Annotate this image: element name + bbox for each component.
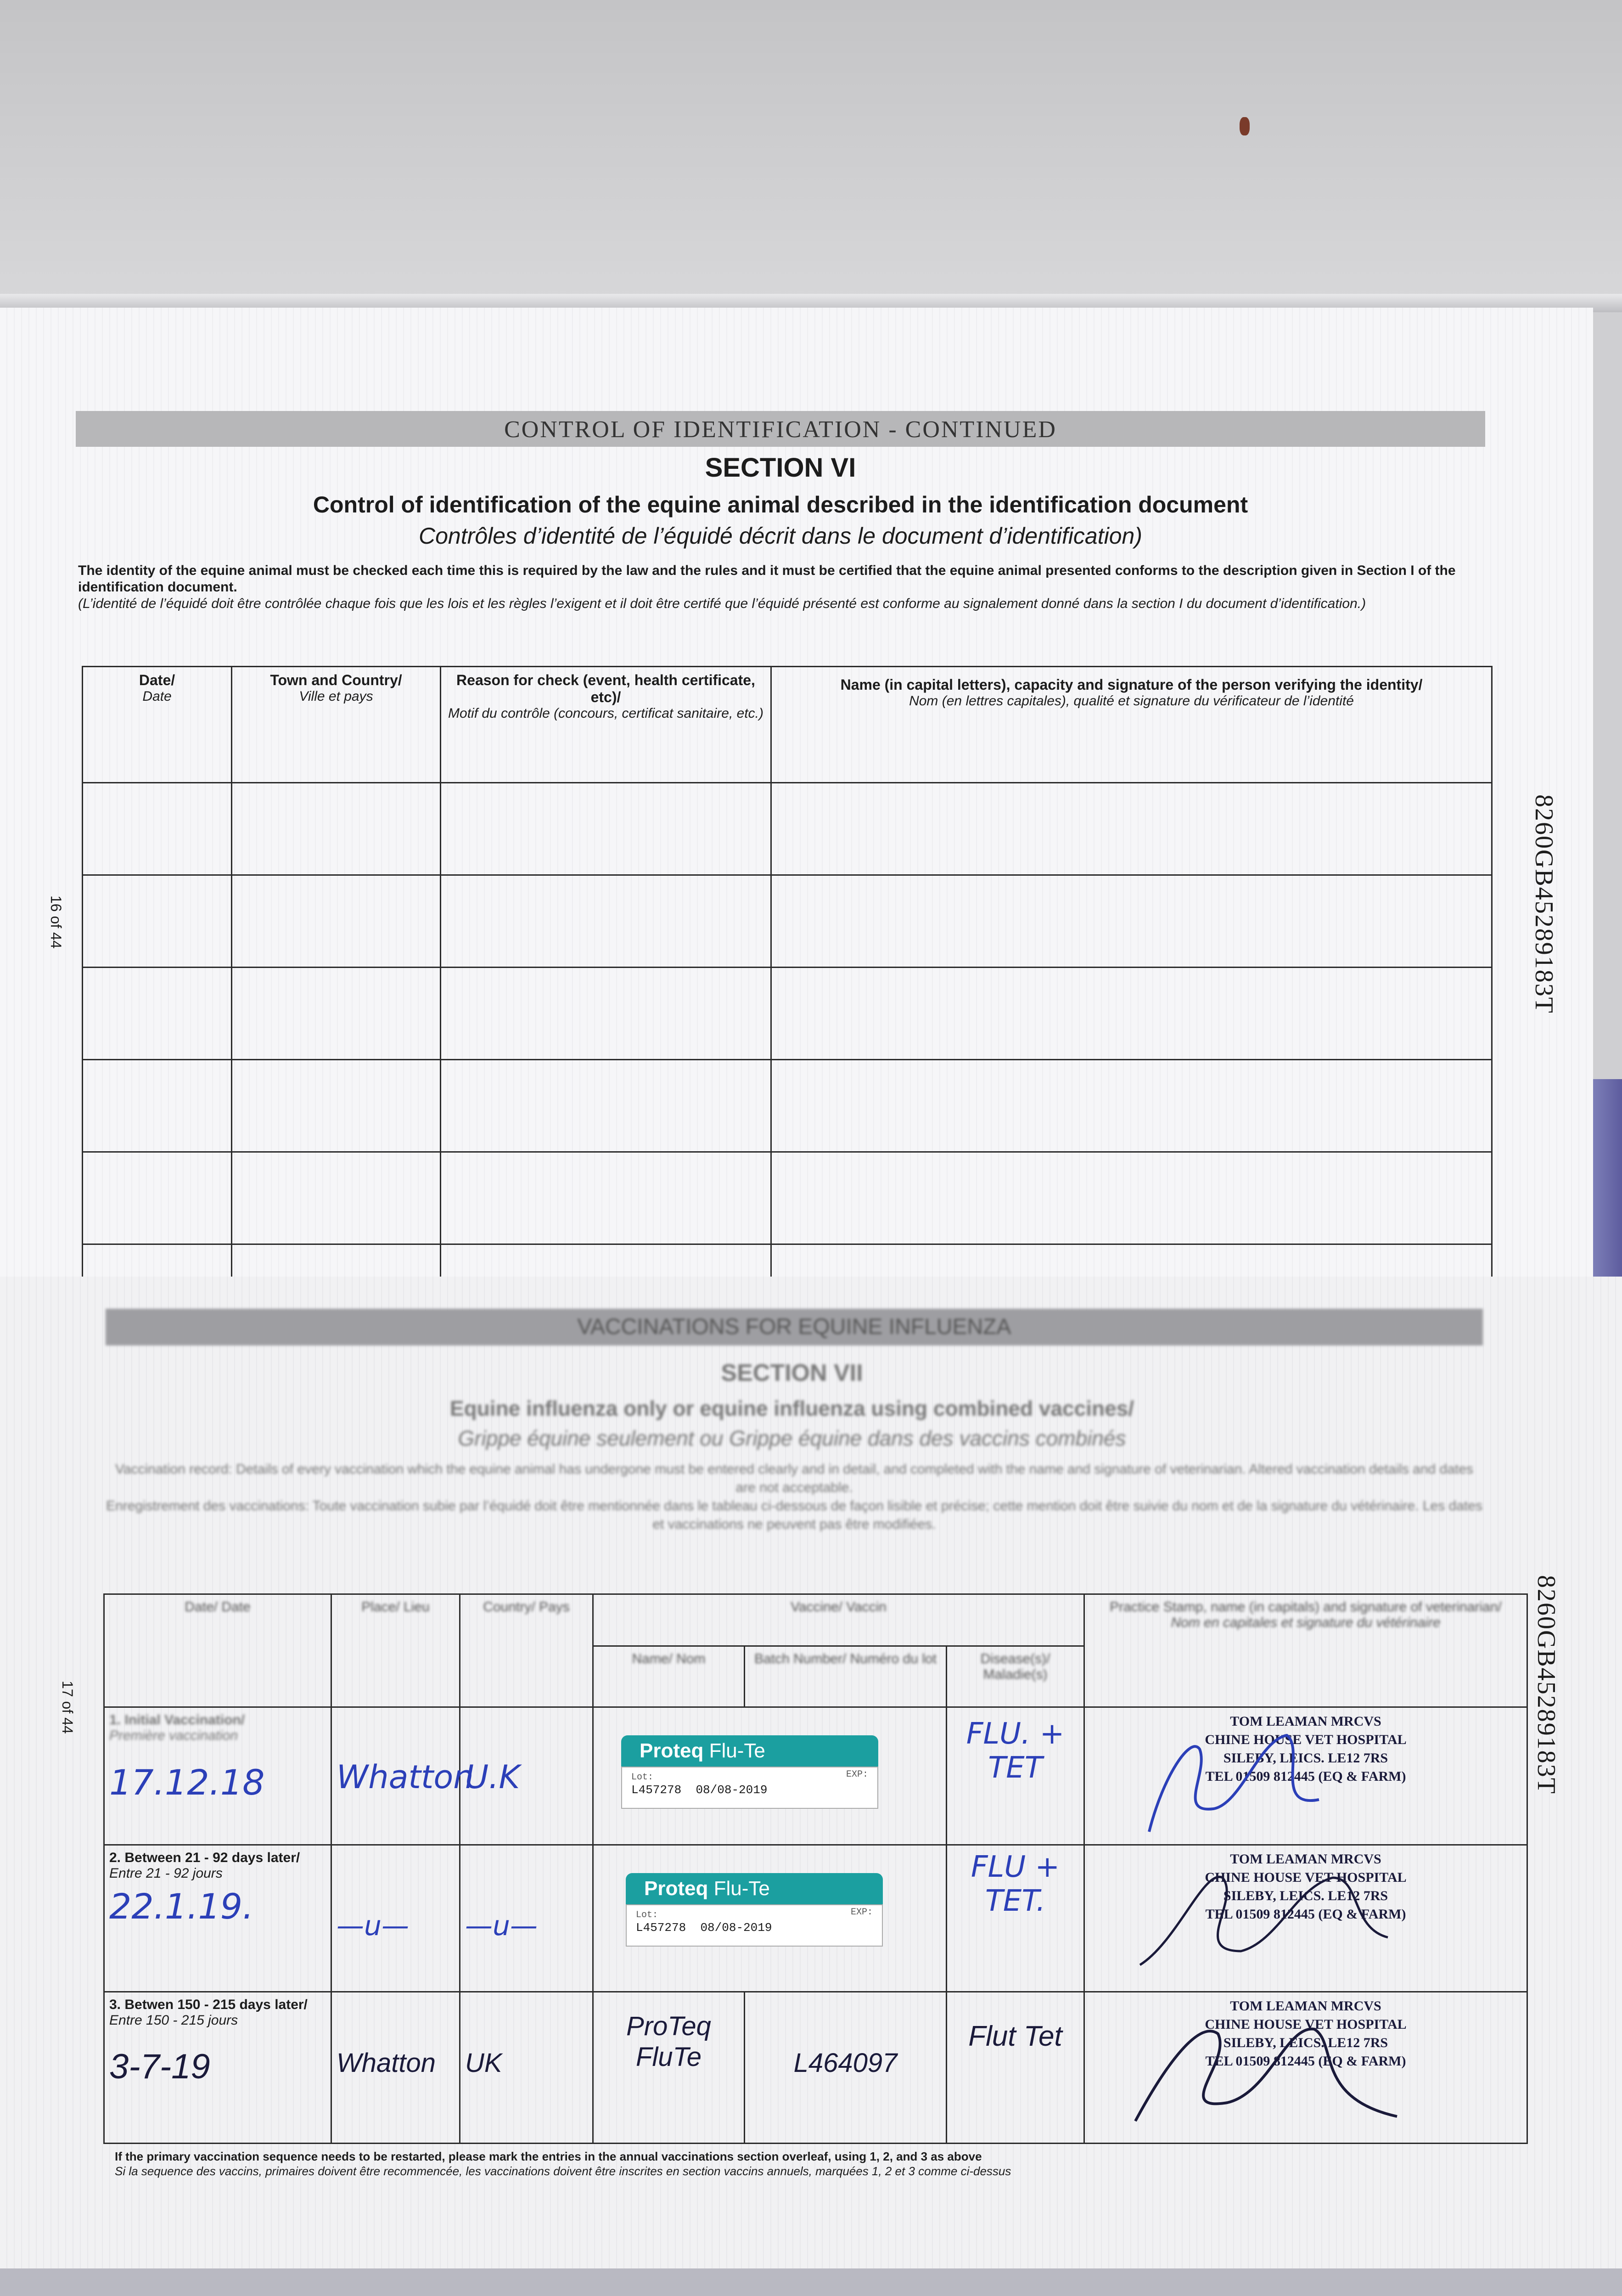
dust-speck <box>1240 117 1250 135</box>
row-label-second: 2. Between 21 - 92 days later/ Entre 21 - 92 jours 22.1.19. <box>104 1845 331 1992</box>
table-header-row <box>83 667 1492 783</box>
vaccine-lot: L457278 <box>631 1783 682 1797</box>
handwritten-country: U.K <box>460 1707 593 1845</box>
signature-scribble <box>1122 1722 1360 1841</box>
col-date: Date/ Date <box>83 667 232 783</box>
intro-text <box>106 1460 1483 1534</box>
passport-page-17 <box>0 1277 1622 2278</box>
section-title: SECTION VII <box>721 1360 863 1386</box>
page-number: 16 of 44 <box>48 895 64 949</box>
section-subtitle-en: Equine influenza only or equine influenza using combined vaccines/ <box>449 1396 1134 1420</box>
vaccine-sticker: Proteq Flu-Te Lot: EXP: L457278 08/08-2019 <box>621 1735 878 1804</box>
scan-bottom-edge <box>0 2268 1622 2296</box>
table-row <box>83 783 1492 875</box>
col-place: Place/ Lieu <box>331 1594 460 1707</box>
handwritten-disease: FLU. + TET <box>947 1707 1084 1845</box>
vaccine-sticker-cell <box>593 1845 947 1992</box>
signature-scribble <box>1122 1859 1397 1979</box>
col-date: Date/ Date <box>104 1594 331 1707</box>
col-country: Country/ Pays <box>460 1594 593 1707</box>
passport-serial: 8260GB45289183T <box>1532 1575 1560 1795</box>
row-label-third: 3. Betwen 150 - 215 days later/ Entre 150 - 215 jours 3-7-19 <box>104 1992 331 2144</box>
table-row <box>83 1152 1492 1244</box>
handwritten-disease: Flut Tet <box>947 1992 1084 2144</box>
handwritten-place: Whatton <box>331 1707 460 1845</box>
table-row <box>104 1845 1527 1992</box>
intro-en: Vaccination record: Details of every vaccination which the equine animal has undergone must be entered clearly and in detail, and completed with the name and signature of veterinarian. Altered vaccination details and dates are not acceptable. <box>115 1462 1473 1495</box>
footnote: If the primary vaccination sequence needs to be restarted, please mark the entries in the annual vaccinations section overleaf, using 1, 2, and 3 as above Si la sequence des vaccins, primaires doivent être recommencée, les vaccinations doivent être inscrites en section vaccins annuels, marquées 1, 2 et 3 comme ci-dessus <box>115 2150 1011 2178</box>
section-subtitle-en: Control of identification of the equine animal described in the identification document <box>313 492 1248 518</box>
vaccine-product: Flu-Te <box>709 1739 765 1762</box>
vaccine-exp: 08/08-2019 <box>696 1783 768 1797</box>
page-banner: CONTROL OF IDENTIFICATION - CONTINUED <box>76 411 1485 447</box>
intro-fr: Enregistrement des vaccinations: Toute vaccination subie par l’équidé doit être mentionnée dans le tableau ci-dessous de façon lisible et précise; cette mention doit être suivie du nom et de la signature du vétérinaire. Les dates et vaccinations ne peuvent pas être modifiées. <box>106 1498 1482 1532</box>
vaccine-sticker: Proteq Flu-Te Lot: EXP: L457278 08/08-2019 <box>626 1873 883 1942</box>
table-row <box>83 1060 1492 1152</box>
col-town-country: Town and Country/ Ville et pays <box>232 667 441 783</box>
vet-stamp: TOM LEAMAN MRCVS CHINE HOUSE VET HOSPITAL SILEBY, LEICS. LE12 7RS TEL 01509 812445 (EQ & FARM) <box>1084 1845 1527 1992</box>
handwritten-place: Whatton <box>331 1992 460 2144</box>
vaccine-exp: 08/08-2019 <box>700 1921 772 1935</box>
vaccine-lot: L457278 <box>636 1921 686 1935</box>
handwritten-country: UK <box>460 1992 593 2144</box>
vaccine-product: Flu-Te <box>713 1877 770 1900</box>
vet-stamp: TOM LEAMAN MRCVS CHINE HOUSE VET HOSPITAL SILEBY, LEICS. LE12 7RS TEL 01509 812445 (EQ & FARM) <box>1084 1992 1527 2144</box>
col-reason: Reason for check (event, health certificate, etc)/ Motif du contrôle (concours, certificat sanitaire, etc.) <box>441 667 771 783</box>
section-subtitle-fr: Contrôles d’identité de l’équidé décrit dans le document d’identification) <box>419 523 1142 549</box>
col-vaccine-name: Name/ Nom <box>593 1646 745 1707</box>
handwritten-batch: L464097 <box>745 1992 947 2144</box>
handwritten-country: —u— <box>460 1845 593 1992</box>
intro-fr: (L’identité de l’équidé doit être contrôlée chaque fois que les lois et les règles l’exigent et il doit être certifé que l’équidé présenté est conforme au signalement donné dans la section I du document d’identification.) <box>78 596 1366 611</box>
table-row <box>104 1992 1527 2144</box>
vaccination-table <box>103 1593 1528 2144</box>
handwritten-disease: FLU + TET. <box>947 1845 1084 1992</box>
signature-scribble <box>1122 2006 1406 2135</box>
col-disease: Disease(s)/ Maladie(s) <box>947 1646 1084 1707</box>
handwritten-date: 17.12.18 <box>109 1762 265 1803</box>
table-row <box>83 968 1492 1060</box>
table-row <box>104 1707 1527 1845</box>
page-banner: VACCINATIONS FOR EQUINE INFLUENZA <box>106 1309 1483 1345</box>
section-subtitle-fr: Grippe équine seulement ou Grippe équine dans des vaccins combinés <box>458 1426 1126 1450</box>
passport-page-16 <box>0 308 1593 1309</box>
identity-check-table <box>82 666 1493 1309</box>
table-row <box>83 875 1492 968</box>
section-title: SECTION VI <box>705 453 856 483</box>
intro-text <box>78 563 1478 612</box>
col-batch-number: Batch Number/ Numéro du lot <box>745 1646 947 1707</box>
handwritten-date: 3-7-19 <box>109 2047 210 2086</box>
vaccine-brand: Proteq <box>644 1877 708 1900</box>
handwritten-vaccine: ProTeq FluTe <box>593 1992 745 2144</box>
page-number: 17 of 44 <box>59 1681 76 1734</box>
vaccine-sticker-cell <box>593 1707 947 1845</box>
vaccine-brand: Proteq <box>640 1739 704 1762</box>
passport-serial: 8260GB45289183T <box>1530 794 1558 1014</box>
handwritten-place: —u— <box>331 1845 460 1992</box>
row-label-initial: 1. Initial Vaccination/ Première vaccination 17.12.18 <box>104 1707 331 1845</box>
scanner-background <box>0 0 1622 298</box>
col-vaccine: Vaccine/ Vaccin <box>593 1594 1084 1646</box>
col-stamp: Practice Stamp, name (in capitals) and signature of veterinarian/ Nom en capitales et signature du vétérinaire <box>1084 1594 1527 1707</box>
col-verifier: Name (in capital letters), capacity and signature of the person verifying the identity/ Nom (en lettres capitales), qualité et signature du vérificateur de l’identité <box>771 667 1492 783</box>
vet-stamp: TOM LEAMAN MRCVS CHINE HOUSE VET HOSPITAL SILEBY, LEICS. LE12 7RS TEL 01509 812445 (EQ & FARM) <box>1084 1707 1527 1845</box>
intro-en: The identity of the equine animal must be checked each time this is required by the law and the rules and it must be certified that the equine animal presented conforms to the description given in Section I of the identification document. <box>78 563 1456 595</box>
handwritten-date: 22.1.19. <box>109 1886 254 1927</box>
